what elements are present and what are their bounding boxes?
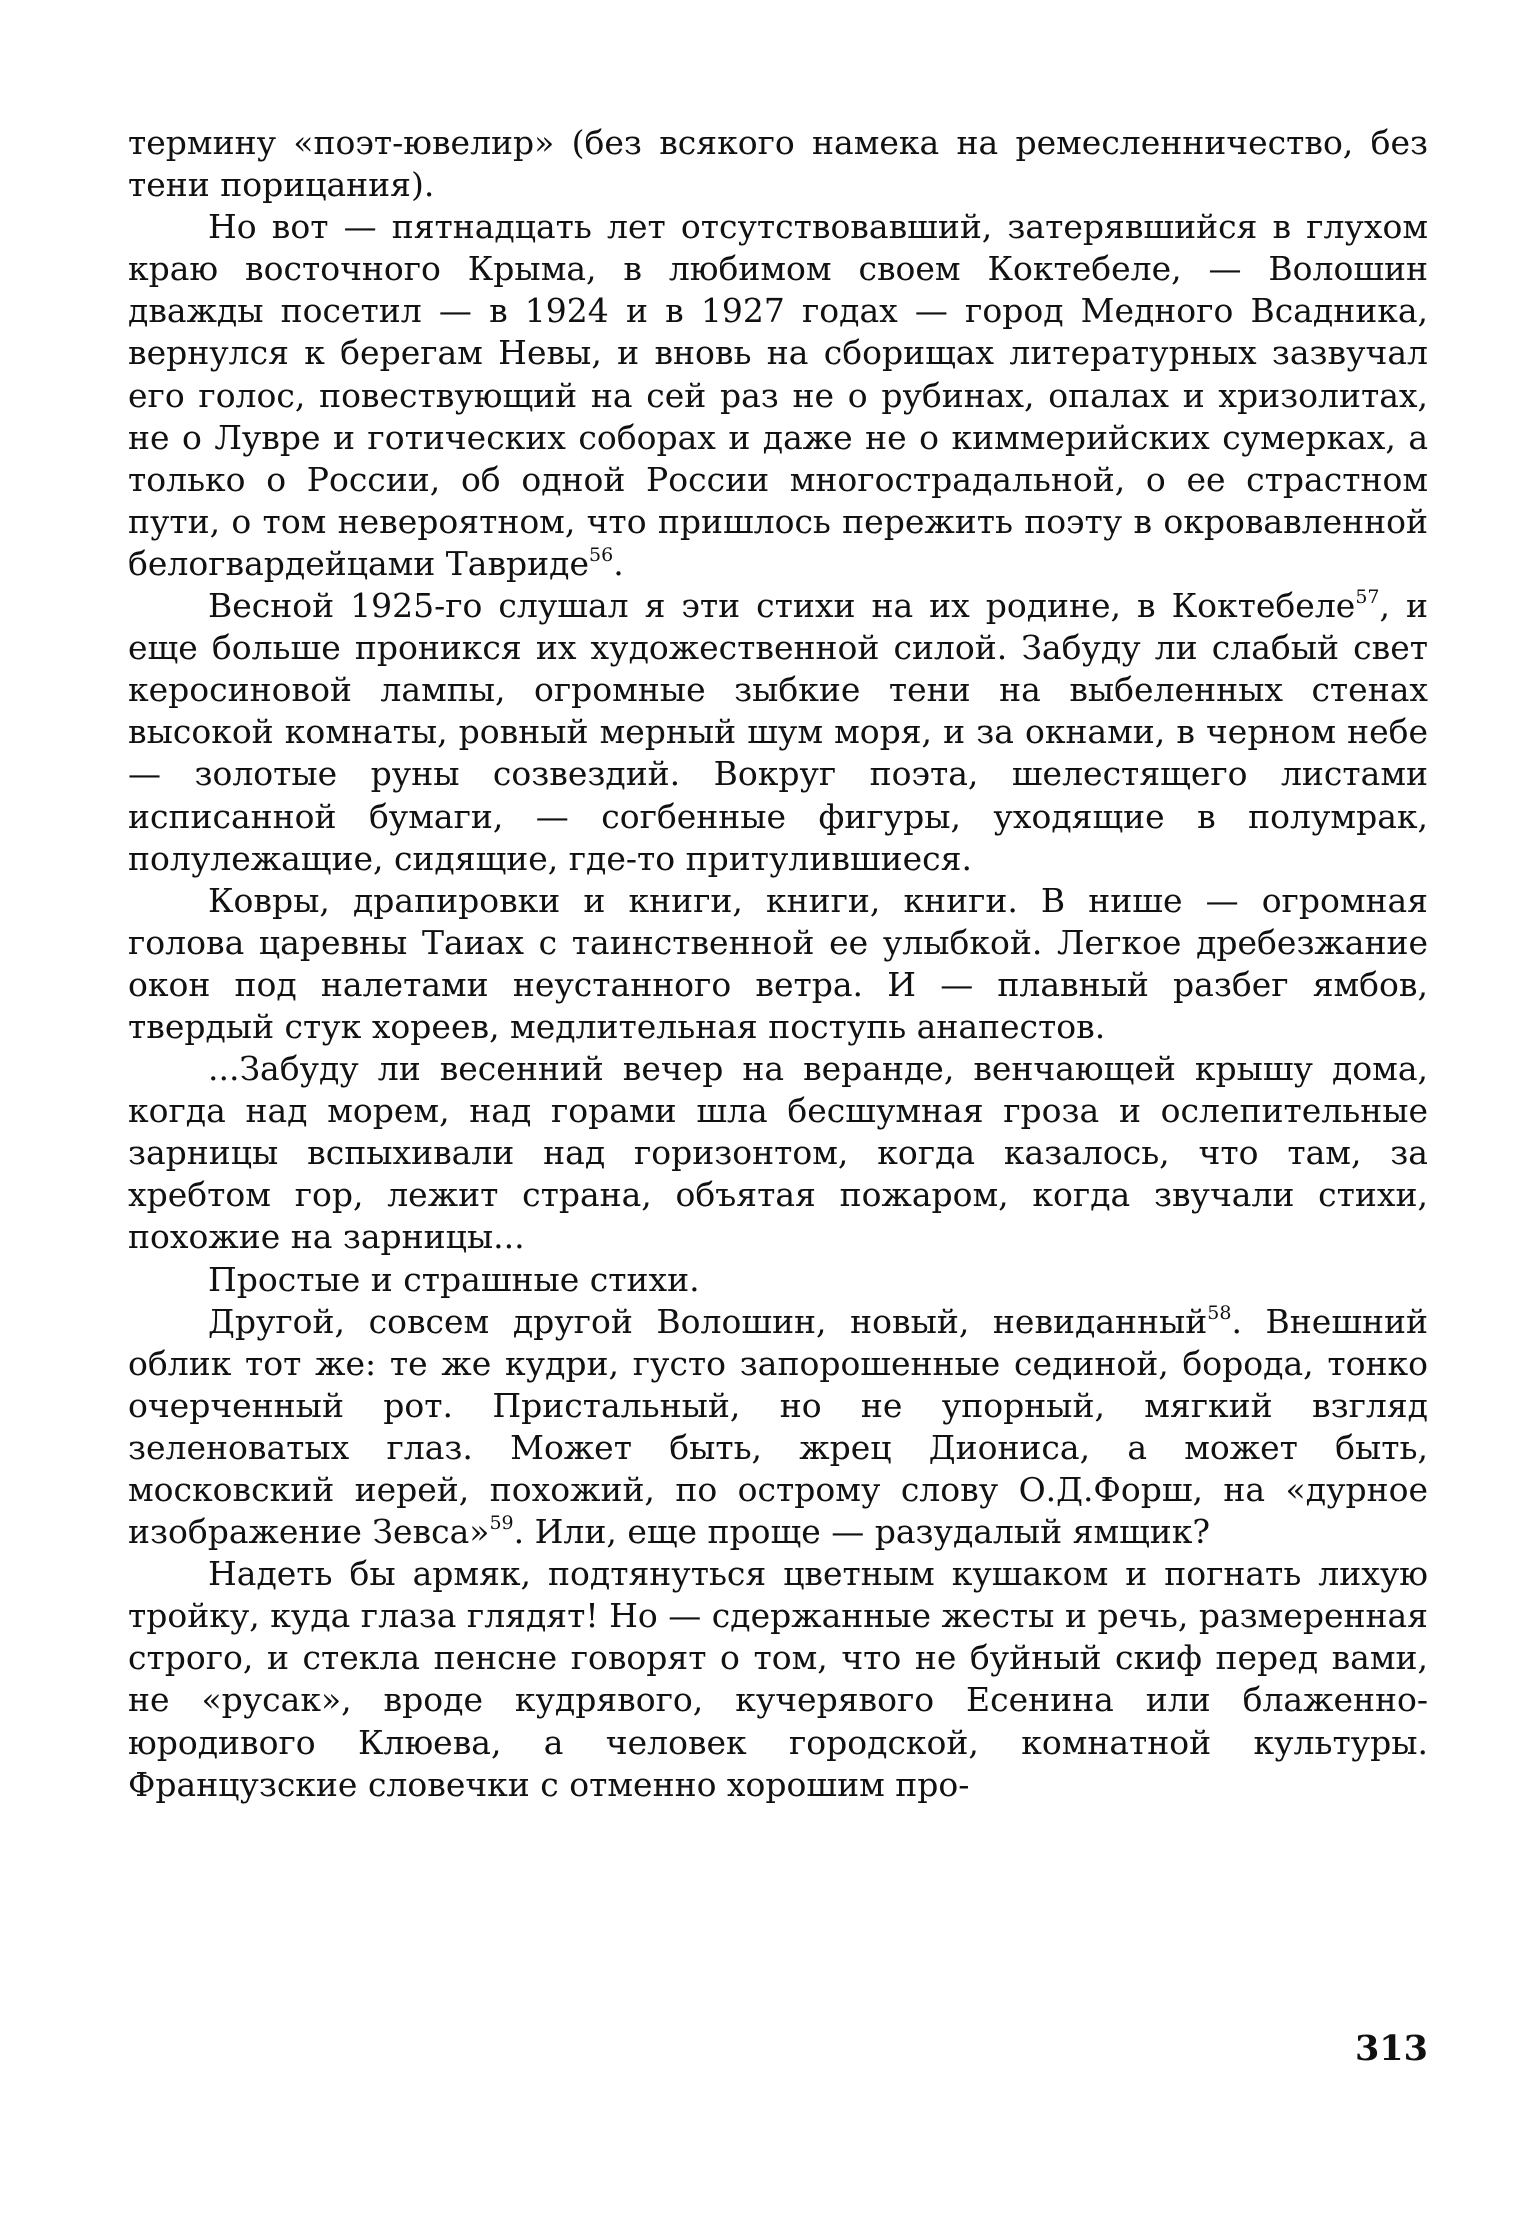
paragraph-text: Другой, совсем другой Волошин, новый, невиданный [208,1301,1208,1341]
paragraph-text: ...Забуду ли весенний вечер на веранде, венчающей крышу дома, когда над морем, над горами шла бесшумная гроза и ослепительные зарницы вспыхивали над горизонтом, когда казалось, что там, за хребтом гор, лежит страна, объятая пожаром, когда звучали стихи, похожие на зарницы... [128,1049,1428,1257]
paragraph-text: Весной 1925-го слушал я эти стихи на их родине, в Коктебеле [208,586,1356,626]
paragraph [128,880,1428,1048]
paragraph [128,122,1428,206]
footnote-ref: 57 [1355,586,1380,609]
paragraph-text: Надеть бы армяк, подтянуться цветным кушаком и погнать лихую тройку, куда глаза глядят! Но — сдержанные жесты и речь, размеренная строго, и стекла пенсне говорят о том, что не буйный скиф перед вами, не «русак», вроде кудрявого, кучерявого Есенина или блаженно-юродивого Клюева, а человек городской, комнатной культуры. Французские словечки с отменно хорошим про- [128,1554,1428,1804]
paragraph [128,206,1428,585]
paragraph-text: Но вот — пятнадцать лет отсутствовавший, затерявшийся в глухом краю восточного Крыма, в любимом своем Коктебеле, — Волошин дважды посетил — в 1924 и в 1927 годах — город Медного Всадника, вернулся к берегам Невы, и вновь на сборищах литературных зазвучал его голос, повествующий на сей раз не о рубинах, опалах и хризолитах, не о Лувре и готических соборах и даже не о киммерийских сумерках, а только о России, об одной России многострадальной, о ее страстном пути, о том невероятном, что пришлось пережить поэту в окровавленной белогвардейцами Тавриде [128,207,1428,583]
paragraph-text: . Внешний облик тот же: те же кудри, густо запорошенные сединой, борода, тонко очерченный рот. Пристальный, но не упорный, мягкий взгляд зеленоватых глаз. Может быть, жрец Диониса, а может быть, московский иерей, похожий, по острому слову О.Д.Форш, на «дурное изображение Зевса» [128,1301,1428,1552]
paragraph-text: Ковры, драпировки и книги, книги, книги. В нише — огромная голова царевны Таиах с таинственной ее улыбкой. Легкое дребезжание окон под налетами неустанного ветра. И — плавный разбег ямбов, твердый стук хореев, медлительная поступь анапестов. [128,880,1428,1046]
paragraph-text: . Или, еще проще — разудалый ямщик? [513,1512,1211,1552]
paragraph-text: . [613,543,624,583]
paragraph [128,1048,1428,1258]
footnote-ref: 56 [589,543,614,566]
footnote-ref: 58 [1207,1301,1232,1324]
page-body [128,122,1428,1806]
page-number: 313 [1354,2028,1428,2069]
paragraph [128,1553,1428,1806]
paragraph-text: , и еще больше проникся их художественной силой. Забуду ли слабый свет керосиновой лампы, огромные зыбкие тени на выбеленных стенах высокой комнаты, ровный мерный шум моря, и за окнами, в черном небе — золотые руны созвездий. Вокруг поэта, шелестящего листами исписанной бумаги, — согбенные фигуры, уходящие в полумрак, полулежащие, сидящие, где-то притулившиеся. [128,586,1428,878]
paragraph [128,1259,1428,1301]
paragraph [128,1301,1428,1554]
paragraph-text: Простые и страшные стихи. [208,1259,700,1299]
footnote-ref: 59 [489,1512,514,1535]
paragraph-text: термину «поэт-ювелир» (без всякого намека на ремесленничество, без тени порицания). [128,123,1428,205]
paragraph [128,585,1428,880]
